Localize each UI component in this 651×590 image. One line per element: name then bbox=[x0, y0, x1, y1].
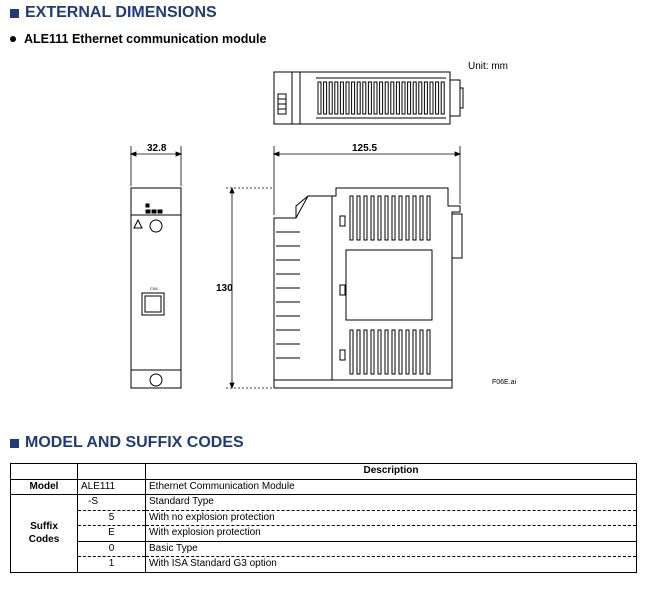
depth-dimension-label: 125.5 bbox=[352, 143, 378, 154]
top-view-fins bbox=[318, 82, 444, 114]
suffix-code: -S bbox=[78, 495, 146, 511]
width-dimension-label: 32.8 bbox=[147, 143, 167, 154]
side-view-fins bbox=[276, 196, 430, 374]
vent-slot bbox=[357, 82, 360, 114]
module-subtitle-text: ALE111 Ethernet communication module bbox=[24, 32, 267, 46]
table-row bbox=[11, 510, 637, 526]
side-vent bbox=[420, 196, 423, 240]
side-vent bbox=[413, 196, 416, 240]
svg-text:CN1: CN1 bbox=[150, 286, 159, 291]
vent-slot bbox=[391, 82, 394, 114]
side-view bbox=[274, 188, 462, 388]
vent-slot bbox=[329, 82, 332, 114]
model-code: ALE111 bbox=[78, 479, 146, 495]
unit-label: Unit: mm bbox=[468, 61, 508, 72]
side-vent bbox=[371, 196, 374, 240]
vent-slot bbox=[419, 82, 422, 114]
side-vent bbox=[357, 196, 360, 240]
vent-slot bbox=[424, 82, 427, 114]
side-vent bbox=[350, 196, 353, 240]
side-vent bbox=[399, 196, 402, 240]
vent-slot bbox=[368, 82, 371, 114]
description-header: Description bbox=[146, 464, 637, 480]
vent-slot bbox=[363, 82, 366, 114]
height-dimension-label: 130 bbox=[216, 283, 233, 294]
side-vent bbox=[399, 330, 402, 374]
model-suffix-heading bbox=[10, 434, 244, 452]
vent-slot bbox=[441, 82, 444, 114]
vent-slot bbox=[340, 82, 343, 114]
suffix-description: Basic Type bbox=[146, 541, 637, 557]
vent-slot bbox=[380, 82, 383, 114]
table-row bbox=[11, 526, 637, 542]
suffix-code: 0 bbox=[78, 541, 146, 557]
suffix-description: Standard Type bbox=[146, 495, 637, 511]
vent-slot bbox=[318, 82, 321, 114]
side-vent bbox=[406, 330, 409, 374]
side-vent bbox=[371, 330, 374, 374]
table-header-row bbox=[11, 464, 637, 480]
suffix-description: With explosion protection bbox=[146, 526, 637, 542]
dimension-lines bbox=[131, 146, 460, 388]
table-row bbox=[11, 495, 637, 511]
side-vent bbox=[413, 330, 416, 374]
side-vent bbox=[378, 330, 381, 374]
front-view bbox=[131, 188, 181, 388]
top-view bbox=[274, 72, 463, 124]
side-vent bbox=[392, 196, 395, 240]
vent-slot bbox=[352, 82, 355, 114]
vent-slot bbox=[324, 82, 327, 114]
side-vent bbox=[385, 330, 388, 374]
side-vent bbox=[392, 330, 395, 374]
figure-id: F06E.ai bbox=[492, 379, 517, 386]
suffix-codes-label: Suffix Codes bbox=[11, 495, 78, 573]
side-vent bbox=[364, 330, 367, 374]
vent-slot bbox=[385, 82, 388, 114]
side-vent bbox=[350, 330, 353, 374]
model-label: Model bbox=[11, 479, 78, 495]
vent-slot bbox=[436, 82, 439, 114]
table-row-model bbox=[11, 479, 637, 495]
vent-slot bbox=[402, 82, 405, 114]
vent-slot bbox=[408, 82, 411, 114]
external-dimensions-title: EXTERNAL DIMENSIONS bbox=[25, 4, 217, 21]
model-description: Ethernet Communication Module bbox=[146, 479, 637, 495]
vent-slot bbox=[374, 82, 377, 114]
table-row bbox=[11, 541, 637, 557]
side-vent bbox=[420, 330, 423, 374]
vent-slot bbox=[396, 82, 399, 114]
vent-slot bbox=[346, 82, 349, 114]
side-vent bbox=[406, 196, 409, 240]
model-suffix-table bbox=[10, 463, 637, 573]
vent-slot bbox=[335, 82, 338, 114]
suffix-description: With no explosion protection bbox=[146, 510, 637, 526]
side-vent bbox=[427, 330, 430, 374]
table-row bbox=[11, 557, 637, 573]
side-vent bbox=[364, 196, 367, 240]
suffix-code: E bbox=[78, 526, 146, 542]
vent-slot bbox=[430, 82, 433, 114]
side-vent bbox=[385, 196, 388, 240]
side-vent bbox=[357, 330, 360, 374]
side-vent bbox=[427, 196, 430, 240]
suffix-code: 1 bbox=[78, 557, 146, 573]
square-bullet-icon bbox=[10, 439, 19, 448]
side-vent bbox=[378, 196, 381, 240]
vent-slot bbox=[413, 82, 416, 114]
suffix-description: With ISA Standard G3 option bbox=[146, 557, 637, 573]
model-suffix-title: MODEL AND SUFFIX CODES bbox=[25, 434, 244, 451]
suffix-code: 5 bbox=[78, 510, 146, 526]
